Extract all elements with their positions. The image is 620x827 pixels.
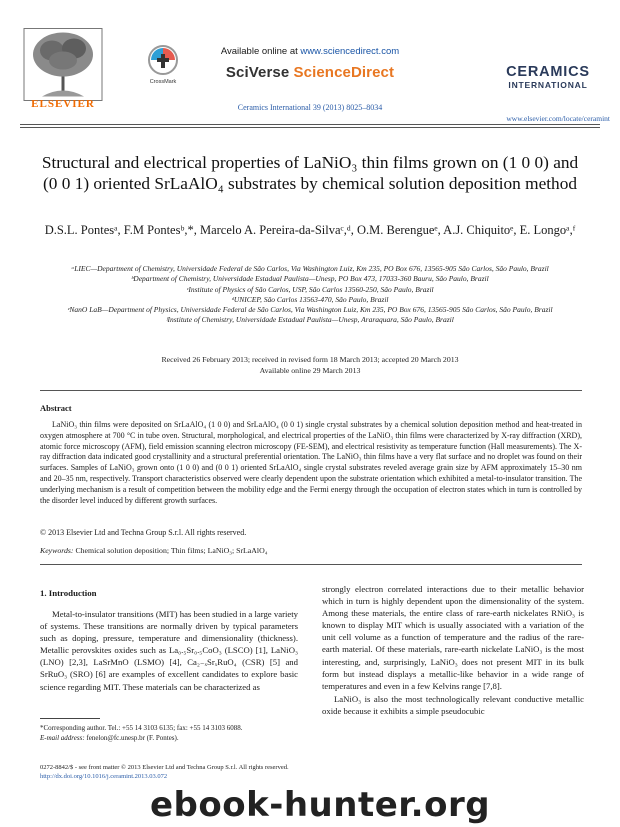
brand-sciverse: SciVerse [225, 64, 294, 81]
affiliation-d: ᵈUNICEP, São Carlos 13563-470, São Paulo, Brazil [231, 294, 389, 304]
abstract-text: LaNiO₃ thin films were deposited on SrLaAlO₄ (1 0 0) and SrLaAlO₄ (0 0 1) single crystal substrates by a chemical solution deposition method and heat-treated in oxygen atmosphere at 700 °C in tube oven. Structural, morphological, and electrical properties of the LaNiO₃ thin films were characterized by X-ray diffraction (XRD), atomic force microscopy (AFM), field emission scanning electron microscopy (FE-SEM), and electrical resistivity as temperature function (Hall measurements). The X-ray diffraction data indicated good crystallinity and a structural preferential orientation. The LaNiO₃ thin films have a very flat surface and no droplet was found on their surfaces. Samples of LaNiO₃ grown onto (1 0 0) and (0 0 1) oriented SrLaAlO₄ single crystal substrates reveled average grain size by AFM approximately 15–30 nm and 20–35 nm, respectively. Transport characteristics observed were clearly dependent upon the substrate orientation which exhibited a metal-to-insulator transition. The underlying mechanism is a result of competition between the mobility edge and the Fermi energy through the occupation of electron states which in turn is controlled by the disorder level induced by different growth surfaces. [40, 420, 582, 505]
availability-prefix: Available online at [220, 46, 301, 57]
intro-right-paragraph-1: strongly electron correlated interactions due to their metallic behavior which in turn is highly dependent upon the dimensionality of the system. Among these materials, the entire class of rare-earth nickelates RNiO₃ is known to display MIT which is usually associated with a variation of the unit cell volume as a function of temperature and the radius of the rare-earth material. Of these materials, rare-earth nickelate LaNiO₃ is the most interesting, and, surprisingly, LaNiO₃ does not present MIT in its bulk form but instead displays a metallic-like behavior in a wide range of temperatures and even in a few Kelvins range [7,8]. [322, 584, 584, 691]
crossmark-label: CrossMark [149, 79, 177, 85]
section-heading: 1. Introduction [40, 588, 97, 598]
intro-right-paragraph-2: LaNiO₃ is also the most technologically relevant conductive metallic oxide because it exhibits a simple pseudocubic [322, 693, 584, 716]
doi-link[interactable]: http://dx.doi.org/10.1016/j.ceramint.2013.03.072 [40, 772, 168, 780]
journal-reference[interactable]: Ceramics International 39 (2013) 8025–8034 [237, 103, 383, 112]
article-dates [40, 355, 580, 376]
abstract-rule-bottom [40, 564, 582, 565]
journal-logo-line1: CERAMICS [506, 64, 590, 80]
intro-right-column [322, 583, 584, 717]
affiliation-c: ᶜInstitute of Physics of São Carlos, USP, São Carlos 13560-250, São Paulo, Brazil [186, 284, 434, 294]
author-list: D.S.L. Pontesᵃ, F.M Pontesᵇ,*, Marcelo A. Pereira-da-Silvaᶜ,ᵈ, O.M. Berengueᵉ, A.J. Chiquitoᵉ, E. Longoᵃ,ᶠ [44, 223, 576, 237]
keywords-list: Chemical solution deposition; Thin films; LaNiO₃; SrLaAlO₄ [73, 546, 268, 555]
abstract-rule-top [40, 390, 582, 391]
footnote-rule [40, 718, 100, 719]
publisher-name: ELSEVIER [31, 98, 95, 110]
abstract-copyright: © 2013 Elsevier Ltd and Techna Group S.r.l. All rights reserved. [40, 528, 247, 537]
corresponding-author-note: *Corresponding author. Tel.: +55 14 3103 6135; fax: +55 14 3103 6088. [40, 724, 243, 732]
article-title: Structural and electrical properties of LaNiO₃ thin films grown on (1 0 0) and (0 0 1) oriented SrLaAlO₄ substrates by chemical solution deposition method [41, 153, 579, 193]
online-date: Available online 29 March 2013 [259, 365, 361, 375]
sciencedirect-link[interactable]: www.sciencedirect.com [300, 46, 400, 57]
journal-logo-line2: INTERNATIONAL [508, 80, 588, 90]
watermark-text: ebook-hunter.org [150, 785, 491, 825]
email-address[interactable]: fenelon@fc.unesp.br (F. Pontes). [84, 733, 179, 742]
front-matter-info [40, 764, 289, 781]
affiliation-a: ᵃLIEC—Department of Chemistry, Universidade Federal de São Carlos, Via Washington Luiz, Km 235, PO Box 676, 13565-905 São Carlos, São Paulo, Brazil [71, 264, 549, 273]
affiliations [40, 264, 580, 326]
brand-sciencedirect: ScienceDirect [293, 64, 395, 81]
intro-left-column: Metal-to-insulator transitions (MIT) has been studied in a large variety of systems. These transitions are normally driven by typical parameters such as doping, pressure, temperature and dimensionality (thickness). Metallic perovskites oxides such as La₀.₅Sr₀.₅CoO₃ (LSCO) [1], LaNiO₃ (LNO) [2,3], LaSrMnO (LSMO) [4], Ca₂₋ₓSrₓRuO₄ (CSR) [5] and SrRuO₃ (SRO) [6] are examples of excellent candidates to explore basic science regarding MIT. These materials can be characterized as [40, 609, 298, 692]
header-rule-top [20, 124, 600, 125]
availability-line [0, 46, 620, 57]
abstract-heading: Abstract [40, 403, 72, 413]
email-label: E-mail address: [40, 733, 85, 742]
affiliation-e: ᵉNanO LaB—Department of Physics, Universidade Federal de São Carlos, Via Washington Luiz, Km 235, PO Box 676, 13565-905 São Carlos, São Paulo, Brazil [67, 305, 553, 315]
journal-logo [492, 64, 604, 91]
header-rule-bottom [20, 127, 600, 128]
affiliation-f: ᶠInstitute of Chemistry, Universidade Estadual Paulista—Unesp, Araraquara, São Paulo, Brazil [166, 315, 454, 325]
affiliation-b: ᵇDepartment of Chemistry, Universidade Estadual Paulista—Unesp, PO Box 473, 17033-360 Bauru, São Paulo, Brazil [131, 274, 489, 284]
issn-line: 0272-8842/$ - see front matter © 2013 Elsevier Ltd and Techna Group S.r.l. All rights reserved. [40, 764, 289, 771]
keywords-label: Keywords: [40, 546, 74, 555]
journal-site-link[interactable]: www.elsevier.com/locate/ceramint [506, 114, 610, 123]
received-dates: Received 26 February 2013; received in revised form 18 March 2013; accepted 20 March 2013 [161, 355, 459, 364]
keywords-line [40, 546, 267, 555]
footnote [40, 724, 320, 743]
